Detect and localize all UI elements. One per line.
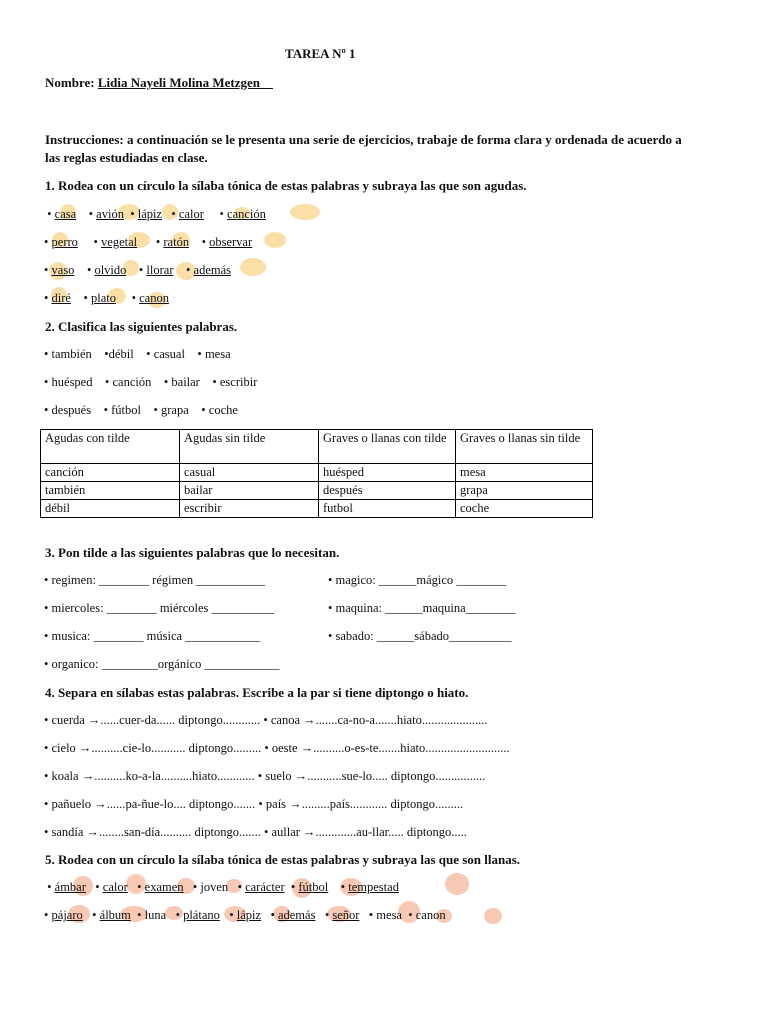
table-cell: después	[319, 482, 456, 500]
word-item: fútbol	[298, 880, 329, 894]
word-item: señor	[332, 908, 360, 922]
word-item: carácter	[245, 880, 285, 894]
word-item: vegetal	[101, 235, 138, 249]
word-item: casa	[54, 207, 77, 221]
word-item: vaso	[51, 263, 75, 277]
table-row	[41, 464, 593, 482]
ex2-heading: 2. Clasifica las siguientes palabras.	[45, 319, 238, 334]
ex1-row-3: • vaso • olvido • llorar • además	[44, 263, 231, 277]
ex5-row-1: • ámbar • calor • examen • joven • carácter • fútbol • tempestad	[44, 880, 399, 894]
ex5-heading: 5. Rodea con un círculo la sílaba tónica de estas palabras y subraya las que son llanas.	[45, 852, 521, 867]
ex1-row-1: • casa • avión • lápiz • calor • canción	[44, 207, 266, 221]
word-item: coche	[208, 403, 238, 417]
word-item: huésped	[51, 375, 93, 389]
word-item: plato	[90, 291, 116, 305]
ex4-row-4: • pañuelo →......pa-ñue-lo.... diptongo....... • país →.........país............ diptongo.........	[44, 797, 464, 811]
ex3-row-3-left: • musica: ________ música ____________	[44, 629, 261, 643]
table-header-cell: Agudas con tilde	[41, 430, 180, 464]
table-header-cell: Graves o llanas con tilde	[319, 430, 456, 464]
word-item: álbum	[99, 908, 131, 922]
ex4-row-2: • cielo →..........cie-lo........... diptongo......... • oeste →..........o-es-te.......hiato...........................	[44, 741, 510, 755]
table-cell: también	[41, 482, 180, 500]
word-item: canon	[415, 908, 446, 922]
word-item: luna	[144, 908, 167, 922]
instructions-2: las reglas estudiadas en clase.	[45, 150, 208, 165]
word-item: también	[51, 347, 92, 361]
ex3-row-4-left: • organico: _________orgánico ____________	[44, 657, 280, 671]
table-cell: débil	[41, 500, 180, 518]
table-cell: grapa	[456, 482, 593, 500]
word-item: mesa	[204, 347, 231, 361]
word-item: canción	[112, 375, 152, 389]
word-item: débil	[108, 347, 134, 361]
table-cell: canción	[41, 464, 180, 482]
ex1-row-2: • perro • vegetal • ratón • observar	[44, 235, 253, 249]
ex2-row-1: • también •débil • casual • mesa	[44, 347, 231, 361]
name-line	[45, 75, 273, 91]
word-item: además	[277, 908, 316, 922]
word-item: examen	[144, 880, 184, 894]
word-item: bailar	[171, 375, 200, 389]
table-row	[41, 500, 593, 518]
ex3-row-3-right: • sabado: ______sábado__________	[328, 629, 512, 643]
word-item: canon	[139, 291, 169, 305]
ex4-heading: 4. Separa en sílabas estas palabras. Escribe a la par si tiene diptongo o hiato.	[45, 685, 469, 700]
ex3-row-2-left: • miercoles: ________ miércoles __________	[44, 601, 275, 615]
word-item: mesa	[376, 908, 402, 922]
word-item: avión	[96, 207, 124, 221]
ex1-heading: 1. Rodea con un círculo la sílaba tónica de estas palabras y subraya las que son agudas.	[45, 178, 527, 193]
ex3-row-1-right: • magico: ______mágico ________	[328, 573, 507, 587]
table-cell: coche	[456, 500, 593, 518]
word-item: olvido	[94, 263, 127, 277]
ex3-heading: 3. Pon tilde a las siguientes palabras que lo necesitan.	[45, 545, 340, 560]
word-item: grapa	[160, 403, 189, 417]
ex3-row-1-left: • regimen: ________ régimen ___________	[44, 573, 266, 587]
word-item: lápiz	[236, 908, 262, 922]
table-row	[41, 482, 593, 500]
word-item: escribir	[219, 375, 258, 389]
name-value: Lidia Nayeli Molina Metzgen	[97, 75, 260, 90]
word-item: joven	[200, 880, 229, 894]
ex2-row-2: • huésped • canción • bailar • escribir	[44, 375, 258, 389]
word-item: después	[51, 403, 92, 417]
word-item: casual	[153, 347, 185, 361]
word-item: plátano	[183, 908, 220, 922]
page-title: TAREA Nº 1	[285, 46, 356, 61]
word-item: además	[193, 263, 231, 277]
word-item: ratón	[163, 235, 190, 249]
ex1-row-4: • diré • plato • canon	[44, 291, 169, 305]
word-item: ámbar	[54, 880, 86, 894]
table-cell: mesa	[456, 464, 593, 482]
word-item: lápiz	[137, 207, 163, 221]
table-cell: escribir	[180, 500, 319, 518]
table-header-cell: Agudas sin tilde	[180, 430, 319, 464]
table-cell: casual	[180, 464, 319, 482]
table-cell: futbol	[319, 500, 456, 518]
ex2-row-3: • después • fútbol • grapa • coche	[44, 403, 238, 417]
ex4-row-1: • cuerda →......cuer-da...... diptongo............ • canoa →.......ca-no-a.......hiato.....................	[44, 713, 488, 727]
word-item: fútbol	[111, 403, 141, 417]
word-item: observar	[209, 235, 253, 249]
classification-table	[40, 429, 593, 518]
word-item: pájaro	[51, 908, 83, 922]
name-label: Nombre:	[45, 75, 95, 90]
word-item: tempestad	[348, 880, 399, 894]
ex4-row-3: • koala →..........ko-a-la..........hiato............ • suelo →...........sue-lo..... diptongo................	[44, 769, 486, 783]
word-item: perro	[51, 235, 78, 249]
instructions: Instrucciones: a continuación se le presenta una serie de ejercicios, trabaje de forma clara y ordenada de acuerdo a	[45, 132, 682, 147]
table-header-row	[41, 430, 593, 464]
word-item: diré	[51, 291, 71, 305]
word-item: calor	[178, 207, 204, 221]
ex4-row-5: • sandía →........san-día.......... diptongo....... • aullar →.............au-llar..... diptongo.....	[44, 825, 467, 839]
table-cell: huésped	[319, 464, 456, 482]
ex3-row-2-right: • maquina: ______maquina________	[328, 601, 516, 615]
table-cell: bailar	[180, 482, 319, 500]
table-header-cell: Graves o llanas sin tilde	[456, 430, 593, 464]
ex5-row-2: • pájaro • álbum • luna • plátano • lápiz • además • señor • mesa • canon	[44, 908, 446, 922]
word-item: canción	[227, 207, 266, 221]
word-item: llorar	[146, 263, 174, 277]
word-item: calor	[102, 880, 128, 894]
